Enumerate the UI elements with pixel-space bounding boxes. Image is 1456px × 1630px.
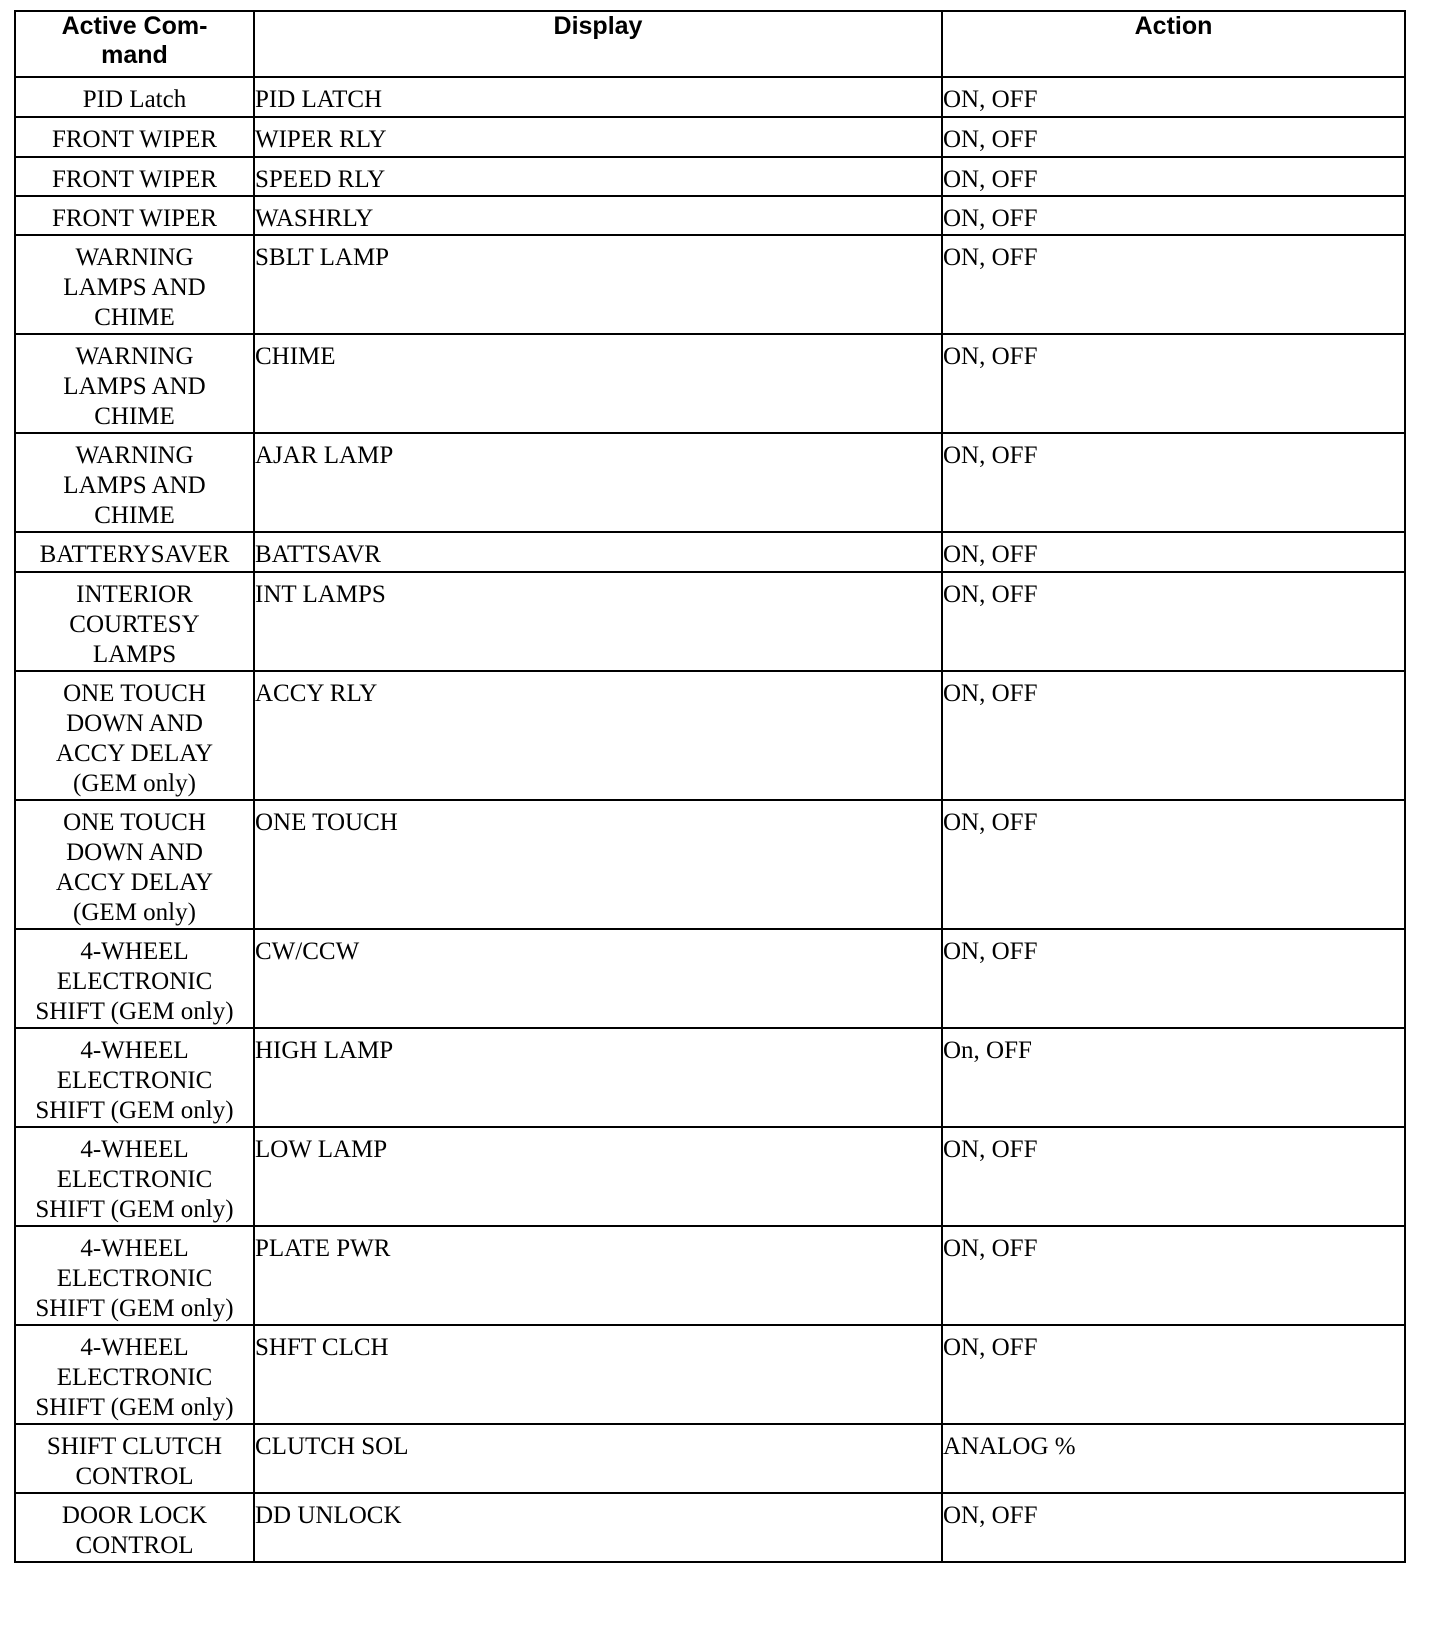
display-cell: WASHRLY — [254, 196, 942, 235]
command-cell: DOOR LOCK CONTROL — [15, 1493, 254, 1562]
table-row — [15, 235, 1405, 334]
display-cell: CW/CCW — [254, 929, 942, 1028]
display-cell: SHFT CLCH — [254, 1325, 942, 1424]
action-cell: ON, OFF — [942, 532, 1405, 572]
action-cell: ANALOG % — [942, 1424, 1405, 1493]
command-cell: FRONT WIPER — [15, 196, 254, 235]
command-cell: PID Latch — [15, 77, 254, 117]
header-action: Action — [942, 11, 1405, 77]
table-row — [15, 1424, 1405, 1493]
table-row — [15, 433, 1405, 532]
command-cell: 4-WHEEL ELECTRONIC SHIFT (GEM only) — [15, 1226, 254, 1325]
action-cell: ON, OFF — [942, 117, 1405, 157]
action-cell: ON, OFF — [942, 1493, 1405, 1562]
command-cell: ONE TOUCH DOWN AND ACCY DELAY (GEM only) — [15, 800, 254, 929]
table-row — [15, 334, 1405, 433]
action-cell: ON, OFF — [942, 572, 1405, 671]
command-cell: WARNING LAMPS AND CHIME — [15, 433, 254, 532]
command-cell: SHIFT CLUTCH CONTROL — [15, 1424, 254, 1493]
table-row — [15, 1028, 1405, 1127]
display-cell: ACCY RLY — [254, 671, 942, 800]
table-row — [15, 800, 1405, 929]
table-row — [15, 77, 1405, 117]
command-cell: FRONT WIPER — [15, 157, 254, 196]
header-row — [15, 11, 1405, 77]
header-display: Display — [254, 11, 942, 77]
display-cell: DD UNLOCK — [254, 1493, 942, 1562]
command-cell: BATTERYSAVER — [15, 532, 254, 572]
table-row — [15, 1127, 1405, 1226]
document-page — [14, 10, 1406, 1563]
active-command-table — [14, 10, 1406, 1563]
table-row — [15, 117, 1405, 157]
table-row — [15, 929, 1405, 1028]
display-cell: LOW LAMP — [254, 1127, 942, 1226]
action-cell: ON, OFF — [942, 334, 1405, 433]
display-cell: ONE TOUCH — [254, 800, 942, 929]
display-cell: INT LAMPS — [254, 572, 942, 671]
header-active-command: Active Com- mand — [15, 11, 254, 77]
action-cell: ON, OFF — [942, 800, 1405, 929]
table-row — [15, 532, 1405, 572]
command-cell: 4-WHEEL ELECTRONIC SHIFT (GEM only) — [15, 1127, 254, 1226]
table-row — [15, 157, 1405, 196]
action-cell: ON, OFF — [942, 671, 1405, 800]
display-cell: PID LATCH — [254, 77, 942, 117]
action-cell: ON, OFF — [942, 1127, 1405, 1226]
display-cell: AJAR LAMP — [254, 433, 942, 532]
action-cell: On, OFF — [942, 1028, 1405, 1127]
table-row — [15, 572, 1405, 671]
display-cell: SBLT LAMP — [254, 235, 942, 334]
command-cell: WARNING LAMPS AND CHIME — [15, 235, 254, 334]
action-cell: ON, OFF — [942, 1325, 1405, 1424]
display-cell: BATTSAVR — [254, 532, 942, 572]
command-cell: WARNING LAMPS AND CHIME — [15, 334, 254, 433]
table-row — [15, 1226, 1405, 1325]
display-cell: HIGH LAMP — [254, 1028, 942, 1127]
display-cell: WIPER RLY — [254, 117, 942, 157]
display-cell: SPEED RLY — [254, 157, 942, 196]
display-cell: CLUTCH SOL — [254, 1424, 942, 1493]
command-cell: INTERIOR COURTESY LAMPS — [15, 572, 254, 671]
command-cell: 4-WHEEL ELECTRONIC SHIFT (GEM only) — [15, 929, 254, 1028]
display-cell: PLATE PWR — [254, 1226, 942, 1325]
action-cell: ON, OFF — [942, 1226, 1405, 1325]
table-row — [15, 1325, 1405, 1424]
display-cell: CHIME — [254, 334, 942, 433]
command-cell: 4-WHEEL ELECTRONIC SHIFT (GEM only) — [15, 1325, 254, 1424]
action-cell: ON, OFF — [942, 77, 1405, 117]
table-body — [15, 77, 1405, 1562]
action-cell: ON, OFF — [942, 433, 1405, 532]
table-header — [15, 11, 1405, 77]
action-cell: ON, OFF — [942, 196, 1405, 235]
action-cell: ON, OFF — [942, 157, 1405, 196]
action-cell: ON, OFF — [942, 235, 1405, 334]
command-cell: FRONT WIPER — [15, 117, 254, 157]
table-row — [15, 196, 1405, 235]
action-cell: ON, OFF — [942, 929, 1405, 1028]
table-row — [15, 1493, 1405, 1562]
table-row — [15, 671, 1405, 800]
command-cell: 4-WHEEL ELECTRONIC SHIFT (GEM only) — [15, 1028, 254, 1127]
command-cell: ONE TOUCH DOWN AND ACCY DELAY (GEM only) — [15, 671, 254, 800]
